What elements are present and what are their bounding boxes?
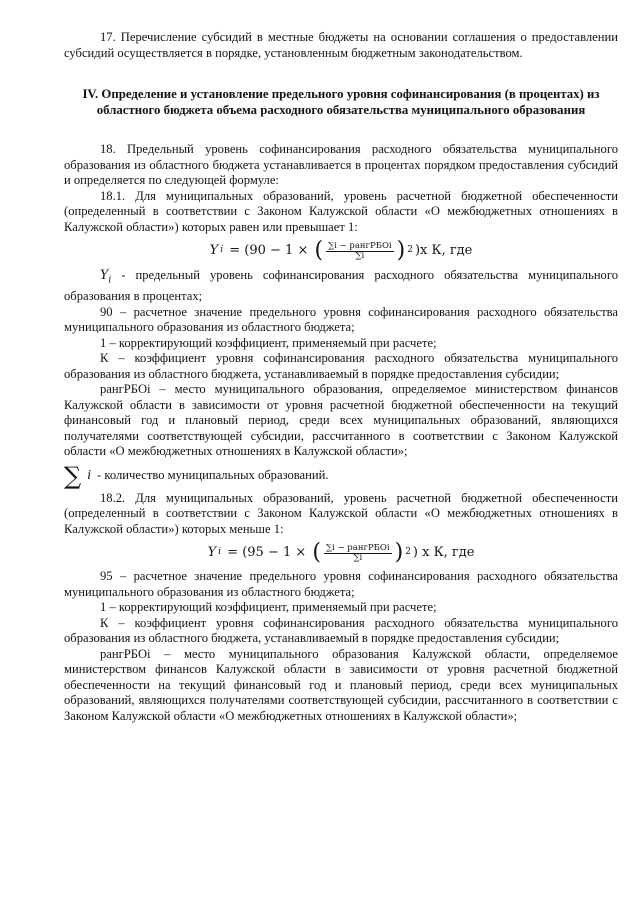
definition-90: 90 – расчетное значение предельного уровня софинансирования расходного обязательства муниципального образования из областного бюджета; <box>64 304 618 335</box>
formula-1-fraction <box>326 242 394 261</box>
section-title: IV. Определение и установление предельного уровня софинансирования (в процентах) из областного бюджета объема расходного обязательства муниципального образования <box>82 87 600 117</box>
definition-coef-2: 1 – корректирующий коэффициент, применяемый при расчете; <box>100 600 437 615</box>
definition-rang-2: рангРБОi – место муниципального образования Калужской области, определяемое министерством финансов Калужской области в зависимости от уровня расчетной бюджетной обеспеченности на текущий финансовый год и плановый период, среди всех муниципальных образований, являющихся получателями соответствующей субсидии, рассчитанного в соответствии с Законом Калужской области «О межбюджетных отношениях в Калужской области»; <box>64 646 618 723</box>
definition-yi-symbol: Y <box>100 267 109 282</box>
definition-yi-sub: i <box>108 275 112 286</box>
definition-coef-1: 1 – корректирующий коэффициент, применяемый при расчете; <box>100 335 437 350</box>
definition-k-2: К – коэффициент уровня софинансирования расходного обязательства муниципального образования из областного бюджета, устанавливаемый в порядке предоставления субсидии; <box>64 615 618 646</box>
paragraph-18-1: 18.1. Для муниципальных образований, уровень расчетной бюджетной обеспеченности (определенный в соответствии с Законом Калужской области «О межбюджетных отношениях в Калужской области») которых равен или превышает 1: <box>64 188 618 234</box>
formula-1: Y i = (90 − 1 × ( $\frac{\text{∑i − рангРБОi}}{\sum i}$ ) 2 )х К, где <box>209 238 473 263</box>
definition-yi-text: - предельный уровень софинансирования расходного обязательства муниципального образования в процентах; <box>64 268 618 304</box>
formula-2: Y i = (95 − 1 × ( $\frac{\text{∑i − рангРБОi}}{\sum i}$ ) 2 ) х К, где <box>207 540 475 566</box>
paragraph-18-2: 18.2. Для муниципальных образований, уровень расчетной бюджетной обеспеченности (определенный в соответствии с Законом Калужской области «О межбюджетных отношениях в Калужской области») которых меньше 1: <box>64 490 618 536</box>
formula-1-eq: = (90 − 1 × <box>225 243 313 259</box>
formula-2-power: 2 <box>405 547 411 558</box>
formula-1-sub: i <box>220 245 224 256</box>
definition-yi <box>64 267 618 305</box>
formula-2-lhs: Y <box>207 545 217 561</box>
formula-1-denominator: ∑i <box>355 250 365 261</box>
formula-1-numerator: ∑i − рангРБОi <box>328 240 392 251</box>
formula-2-fraction <box>324 544 392 563</box>
sum-text: - количество муниципальных образований. <box>97 467 329 482</box>
paragraph-18: 18. Предельный уровень софинансирования расходного обязательства муниципального образования из областного бюджета устанавливается в процентах порядком предоставления субсидий и определяется по следующей формуле: <box>64 142 618 187</box>
formula-1-tail: )х К, где <box>414 243 473 259</box>
sum-definition <box>64 461 618 490</box>
sum-symbol: ∑ <box>64 461 82 490</box>
formula-1-lhs: Y <box>209 243 219 259</box>
definition-95: 95 – расчетное значение предельного уровня софинансирования расходного обязательства муниципального образования из областного бюджета; <box>64 569 618 599</box>
sum-index: i <box>87 467 92 483</box>
formula-2-denominator: ∑i <box>353 552 363 563</box>
formula-2-eq: = (95 − 1 × <box>223 545 311 561</box>
formula-2-numerator: ∑i − рангРБОi <box>326 542 390 553</box>
formula-2-sub: i <box>218 547 222 558</box>
paragraph-17: 17. Перечисление субсидий в местные бюджеты на основании соглашения о предоставлении субсидий осуществляется в порядке, установленным бюджетным законодательством. <box>64 30 618 60</box>
definition-rang-1: рангРБОi – место муниципального образования, определяемое министерством финансов Калужской области в зависимости от уровня расчетной бюджетной обеспеченности на текущий финансовый год и плановый период, среди всех муниципальных образований, являющихся получателями соответствующей субсидии, рассчитанного в соответствии с Законом Калужской области «О межбюджетных отношениях в Калужской области»; <box>64 382 618 459</box>
definition-k-1: К – коэффициент уровня софинансирования расходного обязательства муниципального образования из областного бюджета, устанавливаемый в порядке предоставления субсидии; <box>64 351 618 381</box>
formula-2-tail: ) х К, где <box>412 545 475 561</box>
document-page <box>64 30 618 724</box>
formula-1-power: 2 <box>407 245 413 256</box>
